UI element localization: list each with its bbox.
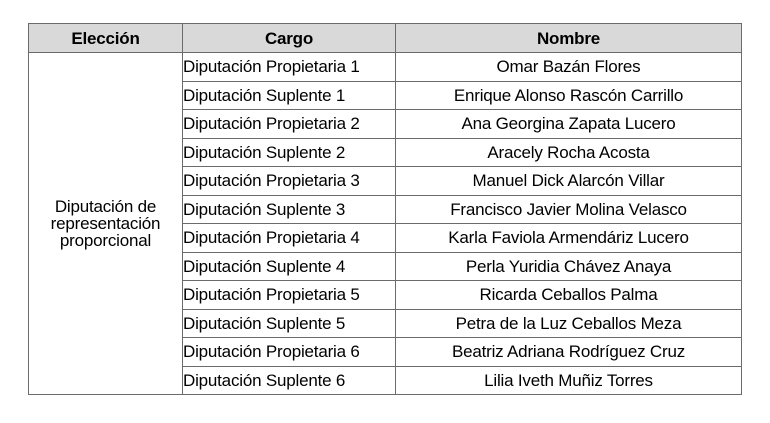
cargo-cell: Diputación Propietaria 3: [183, 167, 396, 196]
table-row: [29, 53, 742, 82]
nombre-cell: Karla Faviola Armendáriz Lucero: [396, 224, 742, 253]
nombre-cell: Enrique Alonso Rascón Carrillo: [396, 81, 742, 110]
candidates-table: [28, 23, 742, 395]
cargo-cell: Diputación Suplente 6: [183, 366, 396, 395]
cargo-cell: Diputación Propietaria 5: [183, 281, 396, 310]
cargo-cell: Diputación Suplente 2: [183, 138, 396, 167]
cargo-cell: Diputación Propietaria 2: [183, 110, 396, 139]
nombre-cell: Beatriz Adriana Rodríguez Cruz: [396, 338, 742, 367]
nombre-cell: Lilia Iveth Muñiz Torres: [396, 366, 742, 395]
nombre-cell: Ana Georgina Zapata Lucero: [396, 110, 742, 139]
eleccion-cell: Diputación de representación proporcional: [29, 53, 183, 395]
cargo-cell: Diputación Suplente 4: [183, 252, 396, 281]
nombre-cell: Petra de la Luz Ceballos Meza: [396, 309, 742, 338]
nombre-cell: Aracely Rocha Acosta: [396, 138, 742, 167]
nombre-cell: Perla Yuridia Chávez Anaya: [396, 252, 742, 281]
nombre-cell: Omar Bazán Flores: [396, 53, 742, 82]
nombre-cell: Ricarda Ceballos Palma: [396, 281, 742, 310]
header-nombre: Nombre: [396, 24, 742, 53]
cargo-cell: Diputación Suplente 5: [183, 309, 396, 338]
table-header: [29, 24, 742, 53]
header-eleccion: Elección: [29, 24, 183, 53]
cargo-cell: Diputación Suplente 1: [183, 81, 396, 110]
nombre-cell: Francisco Javier Molina Velasco: [396, 195, 742, 224]
nombre-cell: Manuel Dick Alarcón Villar: [396, 167, 742, 196]
table-body: [29, 53, 742, 395]
header-row: [29, 24, 742, 53]
cargo-cell: Diputación Propietaria 1: [183, 53, 396, 82]
cargo-cell: Diputación Propietaria 4: [183, 224, 396, 253]
cargo-cell: Diputación Propietaria 6: [183, 338, 396, 367]
header-cargo: Cargo: [183, 24, 396, 53]
cargo-cell: Diputación Suplente 3: [183, 195, 396, 224]
